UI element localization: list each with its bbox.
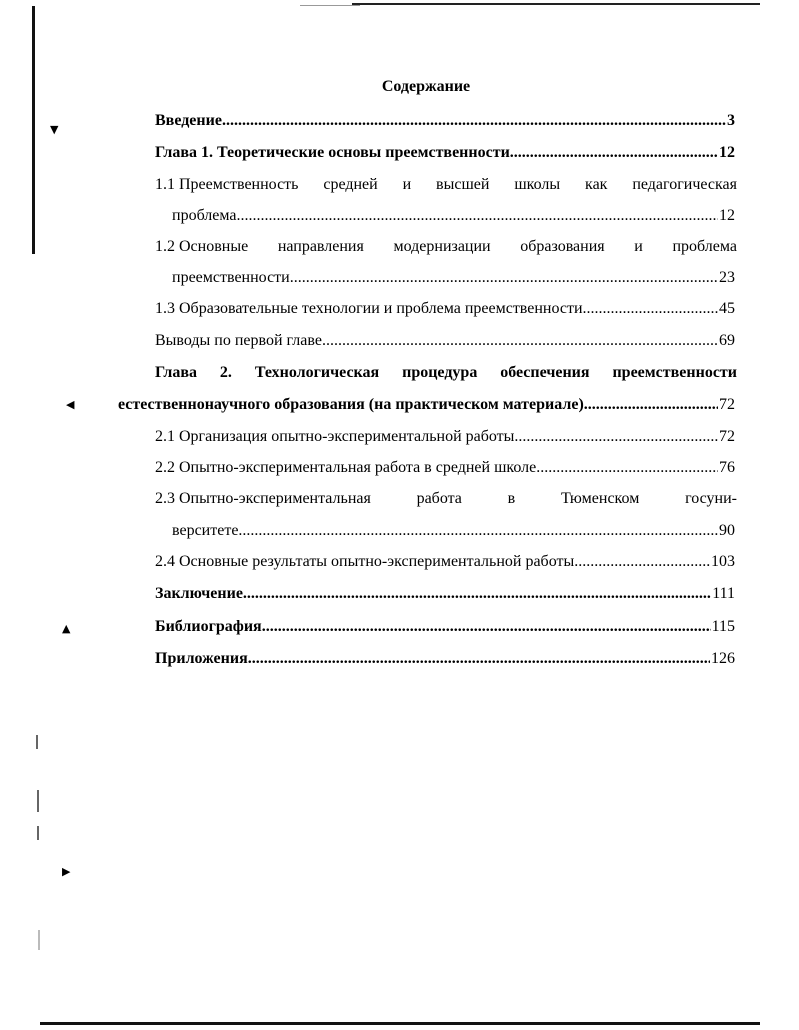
scan-border-top xyxy=(352,3,760,5)
margin-arrow-icon: ▲ xyxy=(62,622,71,635)
toc-entry-bibliography: Библиография ..... 115 xyxy=(155,617,735,637)
toc-entry-chapter-1: Глава 1. Теоретические основы преемственности ..... 12 xyxy=(155,143,735,163)
toc-entry-chapter-2: Глава 2. Технологическая процедура обеспечения преемственности xyxy=(155,364,737,381)
toc-entry-1-2: 1.2 Основные направления модернизации образования и проблема xyxy=(155,238,737,255)
page-title: Содержание xyxy=(381,78,471,95)
margin-arrow-icon: ◀ xyxy=(66,398,75,411)
toc-entry-1-1-cont: проблема ..... 12 xyxy=(172,206,735,226)
scan-speck xyxy=(37,826,39,840)
scan-speck xyxy=(38,930,40,950)
scan-speck xyxy=(37,790,39,812)
toc-entry-2-3: 2.3 Опытно-экспериментальная работа в Тюменском госуни- xyxy=(155,490,737,507)
toc-entry-2-2: 2.2 Опытно-экспериментальная работа в средней школе ..... 76 xyxy=(155,458,735,478)
margin-arrow-icon: ▶ xyxy=(62,865,71,878)
scan-border-left xyxy=(32,6,35,254)
toc-entry-appendices: Приложения ..... 126 xyxy=(155,649,735,669)
scan-border-bottom xyxy=(40,1022,760,1025)
scan-speck xyxy=(36,735,38,749)
toc-entry-conclusions-ch1: Выводы по первой главе ..... 69 xyxy=(155,331,735,351)
toc-entry-1-2-cont: преемственности ..... 23 xyxy=(172,268,735,288)
toc-entry-introduction: Введение ..... 3 xyxy=(155,111,735,131)
toc-entry-1-3: 1.3 Образовательные технологии и проблема преемственности ..... 45 xyxy=(155,299,735,319)
toc-entry-2-3-cont: верситете ..... 90 xyxy=(172,521,735,541)
scan-border-top-faint xyxy=(300,5,360,6)
toc-entry-2-4: 2.4 Основные результаты опытно-экспериментальной работы ..... 103 xyxy=(155,552,735,572)
toc-entry-chapter-2-cont: естественнонаучного образования (на практическом материале) ..... 72 xyxy=(118,395,735,415)
toc-entry-1-1: 1.1 Преемственность средней и высшей школы как педагогическая xyxy=(155,176,737,193)
margin-arrow-icon: ▼ xyxy=(50,123,59,136)
toc-entry-2-1: 2.1 Организация опытно-экспериментальной работы ..... 72 xyxy=(155,427,735,447)
toc-entry-conclusion: Заключение ..... 111 xyxy=(155,584,735,604)
